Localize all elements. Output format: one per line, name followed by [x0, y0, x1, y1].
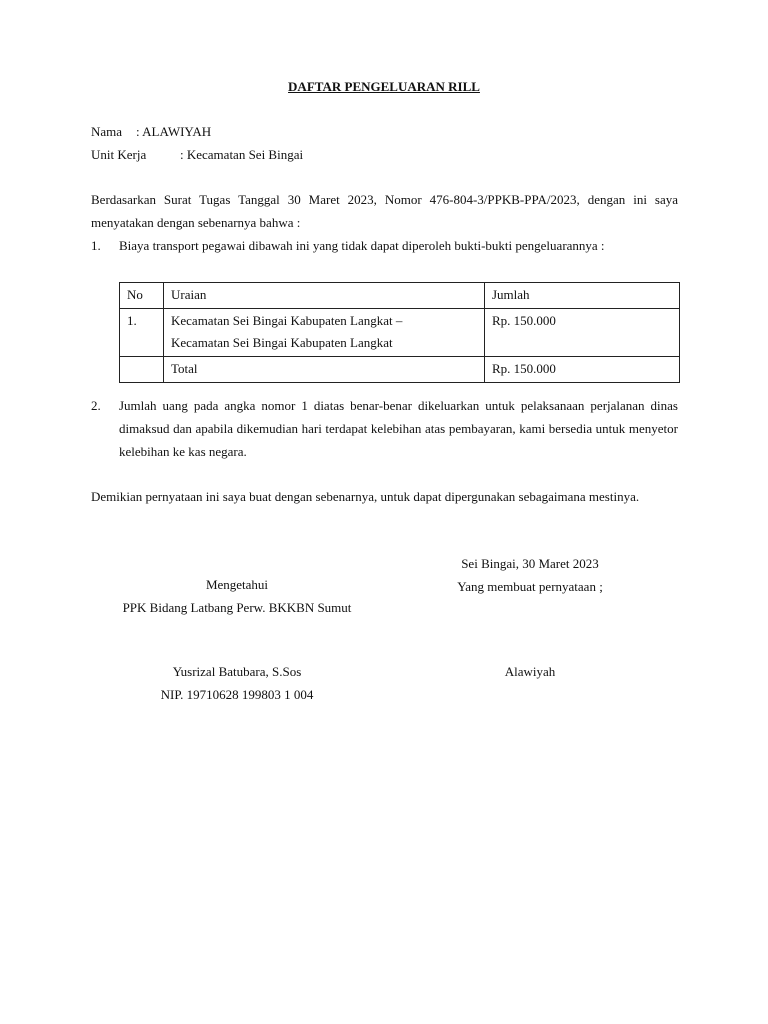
row-uraian-line1: Kecamatan Sei Bingai Kabupaten Langkat – — [171, 313, 403, 328]
header-no: No — [120, 283, 164, 309]
row-no: 1. — [120, 309, 164, 357]
header-jumlah: Jumlah — [485, 283, 680, 309]
left-heading: Mengetahui — [205, 577, 269, 592]
right-signer-name: Alawiyah — [504, 664, 556, 679]
expense-table — [119, 282, 680, 383]
point2-text: Jumlah uang pada angka nomor 1 diatas benar-benar dikeluarkan untuk pelaksanaan perjalanan dinas dimaksud dan apabila dikemudian hari terdapat kelebihan atas pembayaran, kami bersedia untuk menyetor kelebihan ke kas negara. — [119, 398, 678, 459]
intro-paragraph: Berdasarkan Surat Tugas Tanggal 30 Maret 2023, Nomor 476-804-3/PPKB-PPA/2023, dengan ini saya menyatakan dengan sebenarnya bahwa : — [91, 192, 678, 230]
row-uraian — [164, 309, 485, 357]
right-heading: Yang membuat pernyataan ; — [457, 579, 603, 594]
closing-paragraph: Demikian pernyataan ini saya buat dengan sebenarnya, untuk dapat dipergunakan sebagaimana mestinya. — [91, 489, 640, 504]
total-label: Total — [164, 357, 485, 383]
table-header-row — [120, 283, 680, 309]
table-total-row — [120, 357, 680, 383]
header-uraian: Uraian — [164, 283, 485, 309]
name-value: : ALAWIYAH — [136, 124, 212, 139]
left-position: PPK Bidang Latbang Perw. BKKBN Sumut — [122, 600, 352, 615]
point1-text: Biaya transport pegawai dibawah ini yang tidak dapat diperoleh bukti-bukti pengeluarannya : — [119, 238, 605, 253]
unit-value: : Kecamatan Sei Bingai — [180, 147, 304, 162]
table-row — [120, 309, 680, 357]
left-signer-name: Yusrizal Batubara, S.Sos — [172, 664, 302, 679]
row-jumlah: Rp. 150.000 — [485, 309, 680, 357]
name-label: Nama — [91, 124, 123, 139]
left-signer-nip: NIP. 19710628 199803 1 004 — [160, 687, 314, 702]
point2-number: 2. — [91, 398, 101, 413]
row-uraian-line2: Kecamatan Sei Bingai Kabupaten Langkat — [171, 335, 393, 350]
document-title: DAFTAR PENGELUARAN RILL — [288, 79, 480, 94]
unit-label: Unit Kerja — [91, 147, 147, 162]
total-empty-cell — [120, 357, 164, 383]
place-date: Sei Bingai, 30 Maret 2023 — [461, 556, 599, 571]
total-value: Rp. 150.000 — [485, 357, 680, 383]
point1-number: 1. — [91, 238, 101, 253]
